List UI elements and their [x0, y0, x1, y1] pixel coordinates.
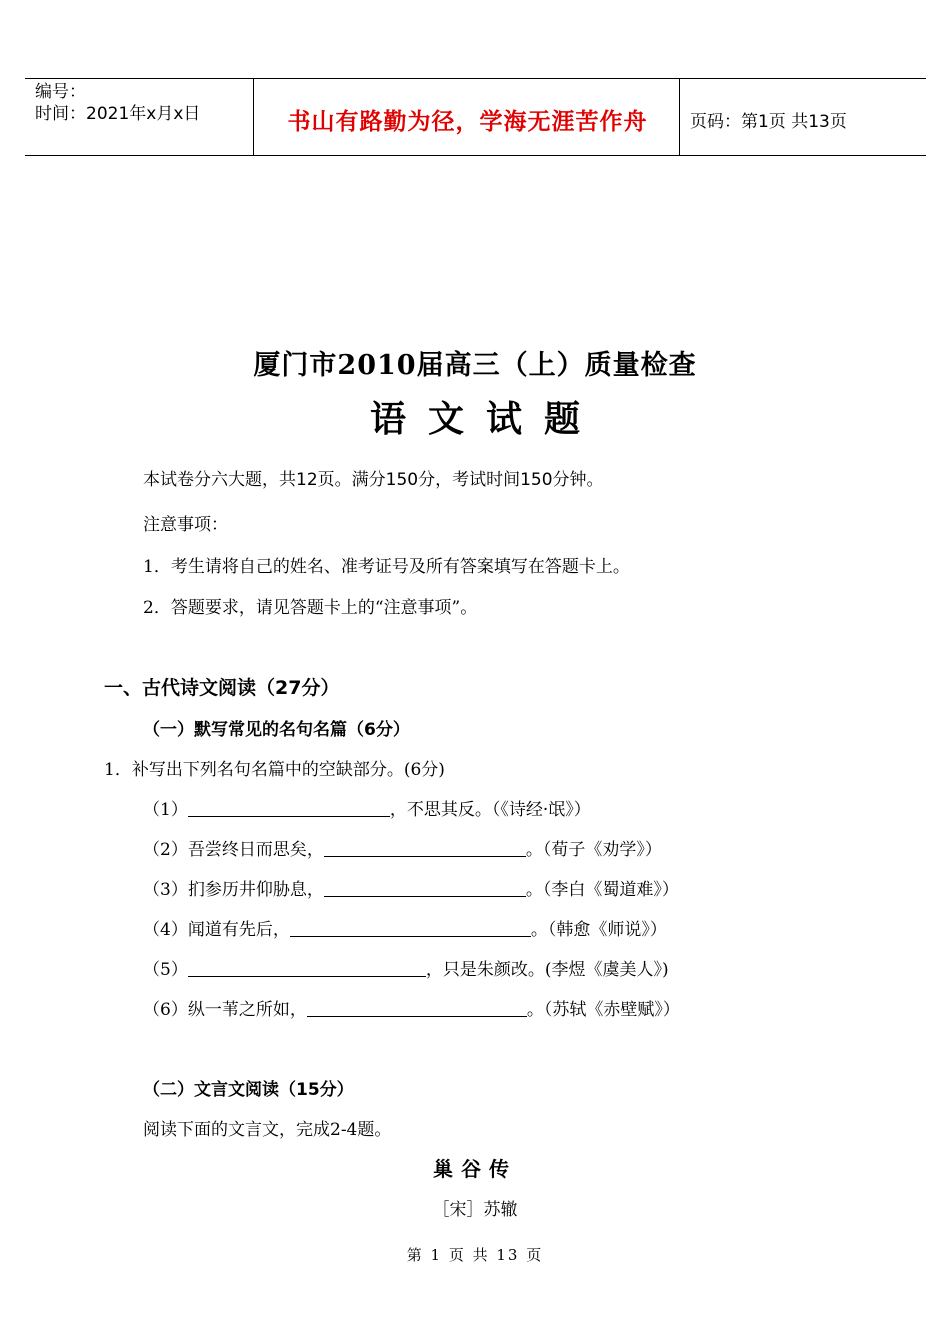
- page-footer: 第 1 页 共 13 页: [406, 1246, 544, 1264]
- fill-blank-item: （6）纵一苇之所如， 。（苏轼《赤壁赋》）: [143, 1000, 680, 1020]
- answer-blank: [188, 800, 390, 817]
- answer-blank: [188, 960, 426, 977]
- fill-blank-item: （1） ，不思其反。（《诗经·氓》）: [143, 800, 591, 820]
- fill-blank-item: （3）扪参历井仰胁息， 。（李白《蜀道难》）: [143, 880, 679, 900]
- serial-label: 编号：: [35, 82, 86, 102]
- question-stem: 1．补写出下列名句名篇中的空缺部分。(6分): [104, 760, 445, 780]
- notes-heading: 注意事项：: [143, 515, 228, 535]
- fill-blank-item: （5） ，只是朱颜改。(李煜《虞美人》): [143, 960, 669, 980]
- section-heading: 一、古代诗文阅读（27分）: [104, 677, 340, 699]
- header-page-info: 页码：第1页 共13页: [690, 112, 847, 132]
- answer-blank: [324, 840, 526, 857]
- fill-blank-item: （2）吾尝终日而思矣， 。（荀子《劝学》）: [143, 840, 662, 860]
- reading-instruction: 阅读下面的文言文，完成2-4题。: [143, 1120, 392, 1140]
- page-header: [25, 78, 926, 156]
- exam-title: 厦门市2010届高三（上）质量检查: [253, 350, 697, 381]
- note-item: 2．答题要求，请见答题卡上的“注意事项”。: [143, 598, 478, 618]
- passage-title: 巢谷传: [433, 1157, 517, 1181]
- answer-blank: [307, 1000, 527, 1017]
- fill-blank-item: （4）闻道有先后， 。（韩愈《师说》）: [143, 920, 667, 940]
- passage-author: ［宋］苏辙: [432, 1200, 518, 1220]
- header-divider: [253, 79, 254, 155]
- header-meta: [35, 81, 200, 125]
- exam-intro: 本试卷分六大题，共12页。满分150分，考试时间150分钟。: [143, 470, 604, 490]
- note-item: 1．考生请将自己的姓名、准考证号及所有答案填写在答题卡上。: [143, 557, 630, 577]
- subsection-heading: （二）文言文阅读（15分）: [143, 1080, 354, 1100]
- answer-blank: [290, 920, 531, 937]
- time-label: 时间：2021年x月x日: [35, 104, 201, 124]
- answer-blank: [324, 880, 526, 897]
- exam-subject-title: 语文试题: [369, 398, 602, 440]
- subsection-heading: （一）默写常见的名句名篇（6分）: [143, 720, 410, 740]
- header-motto: 书山有路勤为径，学海无涯苦作舟: [287, 108, 648, 135]
